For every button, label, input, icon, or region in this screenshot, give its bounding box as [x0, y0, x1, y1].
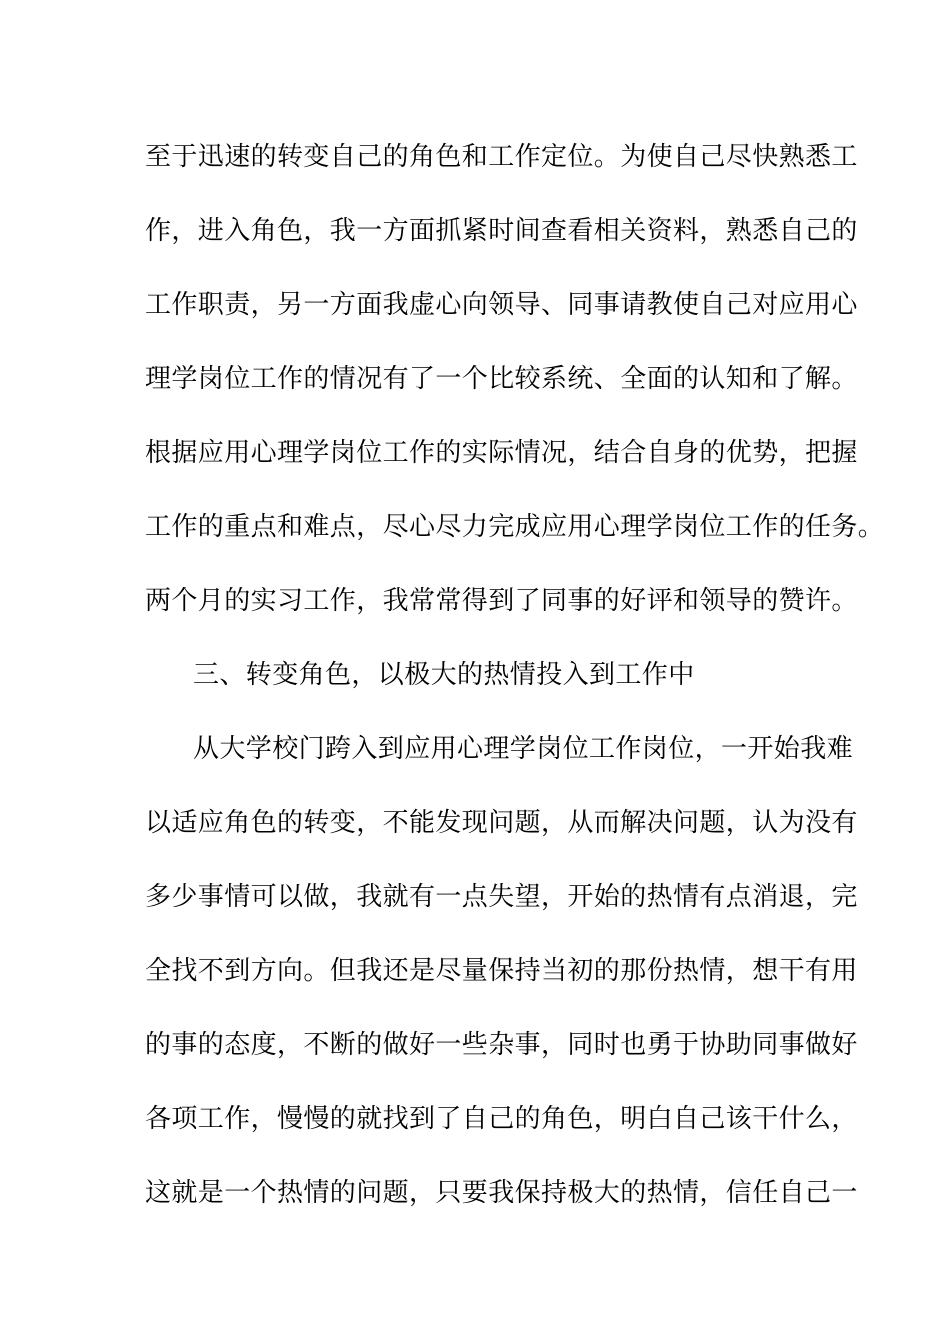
text-line: 两个月的实习工作，我常常得到了同事的好评和领导的赞许。 — [145, 586, 858, 616]
text-line: 至于迅速的转变自己的角色和工作定位。为使自己尽快熟悉工 — [145, 142, 858, 172]
section-heading: 三、转变角色，以极大的热情投入到工作中 — [193, 660, 695, 690]
text-line: 根据应用心理学岗位工作的实际情况，结合自身的优势，把握 — [145, 438, 858, 468]
text-line: 理学岗位工作的情况有了一个比较系统、全面的认知和了解。 — [145, 364, 858, 394]
text-line: 工作的重点和难点，尽心尽力完成应用心理学岗位工作的任务。 — [145, 512, 885, 542]
text-line: 以适应角色的转变，不能发现问题，从而解决问题，认为没有 — [145, 808, 858, 838]
text-line: 这就是一个热情的问题，只要我保持极大的热情，信任自己一 — [145, 1178, 858, 1208]
document-body — [145, 132, 885, 1242]
text-line: 多少事情可以做，我就有一点失望，开始的热情有点消退，完 — [145, 882, 858, 912]
text-line: 的事的态度，不断的做好一些杂事，同时也勇于协助同事做好 — [145, 1030, 858, 1060]
text-line: 作，进入角色，我一方面抓紧时间查看相关资料，熟悉自己的 — [145, 216, 858, 246]
text-line: 全找不到方向。但我还是尽量保持当初的那份热情，想干有用 — [145, 956, 858, 986]
text-line: 工作职责，另一方面我虚心向领导、同事请教使自己对应用心 — [145, 290, 858, 320]
paragraph-start-line: 从大学校门跨入到应用心理学岗位工作岗位，一开始我难 — [193, 734, 854, 764]
text-line: 各项工作，慢慢的就找到了自己的角色，明白自己该干什么， — [145, 1104, 858, 1134]
